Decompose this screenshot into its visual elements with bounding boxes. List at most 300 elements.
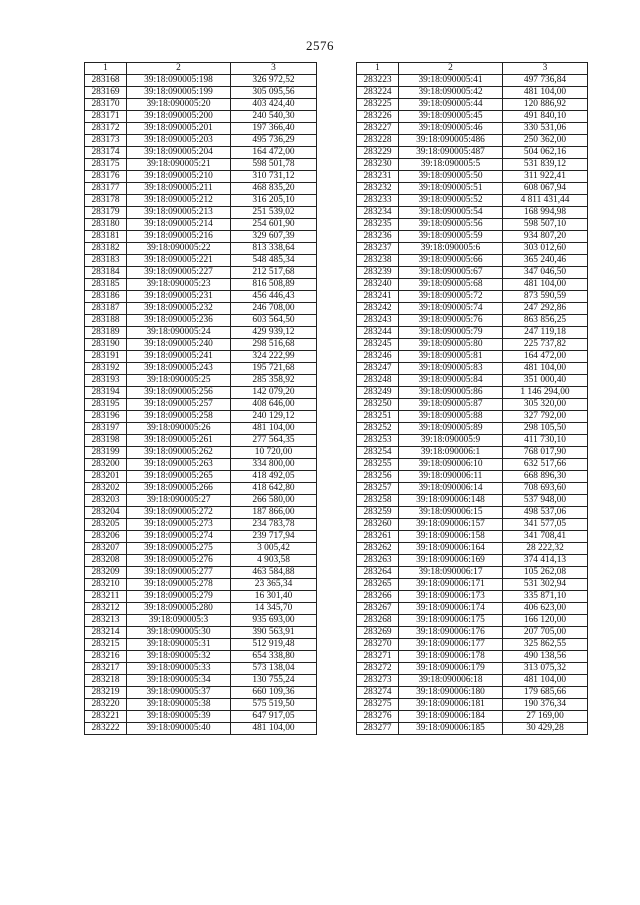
table-row	[357, 123, 588, 135]
cadastral-number-cell: 39:18:090005:50	[399, 171, 503, 183]
cadastral-number-cell: 39:18:090006:1	[399, 447, 503, 459]
cadastral-number-cell: 39:18:090005:258	[127, 411, 231, 423]
row-number-cell: 283202	[85, 483, 127, 495]
cadastral-number-cell: 39:18:090006:158	[399, 531, 503, 543]
row-number-cell: 283234	[357, 207, 399, 219]
value-cell: 247 292,86	[503, 303, 588, 315]
row-number-cell: 283205	[85, 519, 127, 531]
cadastral-number-cell: 39:18:090006:17	[399, 567, 503, 579]
table-row	[357, 171, 588, 183]
row-number-cell: 283219	[85, 687, 127, 699]
row-number-cell: 283264	[357, 567, 399, 579]
cadastral-number-cell: 39:18:090005:213	[127, 207, 231, 219]
row-number-cell: 283172	[85, 123, 127, 135]
table-row	[357, 723, 588, 735]
value-cell: 207 705,00	[503, 627, 588, 639]
table-row	[357, 243, 588, 255]
column-header-1: 1	[85, 63, 127, 75]
cadastral-number-cell: 39:18:090005:274	[127, 531, 231, 543]
table-row	[357, 99, 588, 111]
table-row	[85, 267, 317, 279]
value-cell: 873 590,59	[503, 291, 588, 303]
row-number-cell: 283239	[357, 267, 399, 279]
value-cell: 497 736,84	[503, 75, 588, 87]
cadastral-number-cell: 39:18:090005:23	[127, 279, 231, 291]
cadastral-number-cell: 39:18:090005:273	[127, 519, 231, 531]
cadastral-number-cell: 39:18:090005:72	[399, 291, 503, 303]
value-cell: 490 138,56	[503, 651, 588, 663]
row-number-cell: 283206	[85, 531, 127, 543]
column-header-3: 3	[231, 63, 317, 75]
cadastral-number-cell: 39:18:090005:41	[399, 75, 503, 87]
cadastral-number-cell: 39:18:090005:20	[127, 99, 231, 111]
table-row	[85, 639, 317, 651]
table-row	[357, 579, 588, 591]
row-number-cell: 283180	[85, 219, 127, 231]
cadastral-number-cell: 39:18:090005:68	[399, 279, 503, 291]
value-cell: 120 886,92	[503, 99, 588, 111]
cadastral-number-cell: 39:18:090005:21	[127, 159, 231, 171]
row-number-cell: 283175	[85, 159, 127, 171]
value-cell: 4 811 431,44	[503, 195, 588, 207]
value-cell: 660 109,36	[231, 687, 317, 699]
right-data-table	[356, 62, 588, 735]
row-number-cell: 283261	[357, 531, 399, 543]
value-cell: 285 358,92	[231, 375, 317, 387]
table-row	[85, 135, 317, 147]
value-cell: 504 062,16	[503, 147, 588, 159]
value-cell: 632 517,66	[503, 459, 588, 471]
row-number-cell: 283196	[85, 411, 127, 423]
row-number-cell: 283235	[357, 219, 399, 231]
row-number-cell: 283247	[357, 363, 399, 375]
cadastral-number-cell: 39:18:090005:210	[127, 171, 231, 183]
table-row	[85, 351, 317, 363]
value-cell: 212 517,68	[231, 267, 317, 279]
table-row	[357, 603, 588, 615]
table-row	[85, 375, 317, 387]
table-row	[85, 123, 317, 135]
cadastral-number-cell: 39:18:090006:177	[399, 639, 503, 651]
value-cell: 310 731,12	[231, 171, 317, 183]
row-number-cell: 283227	[357, 123, 399, 135]
value-cell: 251 539,02	[231, 207, 317, 219]
row-number-cell: 283269	[357, 627, 399, 639]
table-row	[357, 111, 588, 123]
table-header-row	[357, 63, 588, 75]
table-row	[85, 675, 317, 687]
table-row	[357, 87, 588, 99]
cadastral-number-cell: 39:18:090005:88	[399, 411, 503, 423]
table-row	[85, 567, 317, 579]
value-cell: 935 693,00	[231, 615, 317, 627]
row-number-cell: 283233	[357, 195, 399, 207]
value-cell: 573 138,04	[231, 663, 317, 675]
value-cell: 130 755,24	[231, 675, 317, 687]
table-row	[85, 111, 317, 123]
table-row	[85, 699, 317, 711]
value-cell: 481 104,00	[231, 423, 317, 435]
row-number-cell: 283240	[357, 279, 399, 291]
row-number-cell: 283198	[85, 435, 127, 447]
value-cell: 324 222,99	[231, 351, 317, 363]
table-row	[357, 327, 588, 339]
value-cell: 23 365,34	[231, 579, 317, 591]
value-cell: 329 607,39	[231, 231, 317, 243]
value-cell: 166 120,00	[503, 615, 588, 627]
table-row	[357, 375, 588, 387]
cadastral-number-cell: 39:18:090006:18	[399, 675, 503, 687]
table-row	[357, 183, 588, 195]
cadastral-number-cell: 39:18:090005:279	[127, 591, 231, 603]
cadastral-number-cell: 39:18:090005:67	[399, 267, 503, 279]
row-number-cell: 283200	[85, 459, 127, 471]
cadastral-number-cell: 39:18:090005:79	[399, 327, 503, 339]
cadastral-number-cell: 39:18:090005:38	[127, 699, 231, 711]
table-row	[85, 423, 317, 435]
table-row	[357, 315, 588, 327]
row-number-cell: 283265	[357, 579, 399, 591]
row-number-cell: 283173	[85, 135, 127, 147]
cadastral-number-cell: 39:18:090005:216	[127, 231, 231, 243]
cadastral-number-cell: 39:18:090005:3	[127, 615, 231, 627]
cadastral-number-cell: 39:18:090005:221	[127, 255, 231, 267]
table-row	[357, 483, 588, 495]
row-number-cell: 283221	[85, 711, 127, 723]
table-row	[85, 651, 317, 663]
value-cell: 374 414,13	[503, 555, 588, 567]
cadastral-number-cell: 39:18:090005:265	[127, 471, 231, 483]
table-row	[85, 615, 317, 627]
cadastral-number-cell: 39:18:090005:34	[127, 675, 231, 687]
value-cell: 481 104,00	[231, 723, 317, 735]
row-number-cell: 283215	[85, 639, 127, 651]
table-row	[357, 519, 588, 531]
row-number-cell: 283237	[357, 243, 399, 255]
table-row	[85, 183, 317, 195]
cadastral-number-cell: 39:18:090005:263	[127, 459, 231, 471]
row-number-cell: 283187	[85, 303, 127, 315]
value-cell: 305 320,00	[503, 399, 588, 411]
table-row	[85, 435, 317, 447]
value-cell: 335 871,10	[503, 591, 588, 603]
table-row	[85, 471, 317, 483]
table-row	[85, 579, 317, 591]
value-cell: 406 623,00	[503, 603, 588, 615]
row-number-cell: 283255	[357, 459, 399, 471]
cadastral-number-cell: 39:18:090005:212	[127, 195, 231, 207]
row-number-cell: 283272	[357, 663, 399, 675]
table-row	[85, 315, 317, 327]
row-number-cell: 283270	[357, 639, 399, 651]
value-cell: 197 366,40	[231, 123, 317, 135]
cadastral-number-cell: 39:18:090005:231	[127, 291, 231, 303]
row-number-cell: 283174	[85, 147, 127, 159]
table-row	[357, 159, 588, 171]
value-cell: 266 580,00	[231, 495, 317, 507]
cadastral-number-cell: 39:18:090005:76	[399, 315, 503, 327]
cadastral-number-cell: 39:18:090005:275	[127, 543, 231, 555]
column-header-2: 2	[127, 63, 231, 75]
row-number-cell: 283216	[85, 651, 127, 663]
cadastral-number-cell: 39:18:090006:178	[399, 651, 503, 663]
cadastral-number-cell: 39:18:090005:232	[127, 303, 231, 315]
row-number-cell: 283267	[357, 603, 399, 615]
row-number-cell: 283225	[357, 99, 399, 111]
cadastral-number-cell: 39:18:090005:201	[127, 123, 231, 135]
table-row	[357, 291, 588, 303]
table-row	[357, 135, 588, 147]
row-number-cell: 283250	[357, 399, 399, 411]
table-row	[85, 543, 317, 555]
table-row	[357, 507, 588, 519]
cadastral-number-cell: 39:18:090006:181	[399, 699, 503, 711]
table-row	[357, 255, 588, 267]
table-row	[85, 87, 317, 99]
cadastral-number-cell: 39:18:090005:214	[127, 219, 231, 231]
table-row	[357, 495, 588, 507]
value-cell: 598 507,10	[503, 219, 588, 231]
cadastral-number-cell: 39:18:090005:86	[399, 387, 503, 399]
value-cell: 16 301,40	[231, 591, 317, 603]
row-number-cell: 283171	[85, 111, 127, 123]
table-row	[85, 603, 317, 615]
row-number-cell: 283244	[357, 327, 399, 339]
cadastral-number-cell: 39:18:090005:40	[127, 723, 231, 735]
value-cell: 347 046,50	[503, 267, 588, 279]
cadastral-number-cell: 39:18:090006:179	[399, 663, 503, 675]
table-row	[85, 327, 317, 339]
value-cell: 654 338,80	[231, 651, 317, 663]
cadastral-number-cell: 39:18:090005:56	[399, 219, 503, 231]
value-cell: 341 577,05	[503, 519, 588, 531]
value-cell: 195 721,68	[231, 363, 317, 375]
table-row	[357, 591, 588, 603]
row-number-cell: 283185	[85, 279, 127, 291]
table-row	[85, 531, 317, 543]
table-header-row	[85, 63, 317, 75]
row-number-cell: 283170	[85, 99, 127, 111]
row-number-cell: 283199	[85, 447, 127, 459]
value-cell: 816 508,89	[231, 279, 317, 291]
table-row	[357, 639, 588, 651]
value-cell: 365 240,46	[503, 255, 588, 267]
cadastral-number-cell: 39:18:090005:46	[399, 123, 503, 135]
row-number-cell: 283253	[357, 435, 399, 447]
column-header-2: 2	[399, 63, 503, 75]
value-cell: 254 601,90	[231, 219, 317, 231]
row-number-cell: 283275	[357, 699, 399, 711]
value-cell: 481 104,00	[503, 363, 588, 375]
table-row	[357, 531, 588, 543]
value-cell: 10 720,00	[231, 447, 317, 459]
table-row	[85, 627, 317, 639]
table-row	[357, 303, 588, 315]
row-number-cell: 283218	[85, 675, 127, 687]
row-number-cell: 283191	[85, 351, 127, 363]
value-cell: 305 095,56	[231, 87, 317, 99]
value-cell: 537 948,00	[503, 495, 588, 507]
table-row	[357, 555, 588, 567]
table-row	[357, 147, 588, 159]
value-cell: 481 104,00	[503, 87, 588, 99]
value-cell: 164 472,00	[231, 147, 317, 159]
cadastral-number-cell: 39:18:090005:257	[127, 399, 231, 411]
cadastral-number-cell: 39:18:090005:89	[399, 423, 503, 435]
table-row	[357, 675, 588, 687]
table-row	[85, 459, 317, 471]
cadastral-number-cell: 39:18:090005:80	[399, 339, 503, 351]
row-number-cell: 283194	[85, 387, 127, 399]
table-row	[357, 459, 588, 471]
row-number-cell: 283201	[85, 471, 127, 483]
value-cell: 463 584,88	[231, 567, 317, 579]
value-cell: 495 736,29	[231, 135, 317, 147]
row-number-cell: 283259	[357, 507, 399, 519]
column-header-3: 3	[503, 63, 588, 75]
table-row	[357, 435, 588, 447]
cadastral-number-cell: 39:18:090005:211	[127, 183, 231, 195]
value-cell: 647 917,05	[231, 711, 317, 723]
column-header-1: 1	[357, 63, 399, 75]
value-cell: 4 903,58	[231, 555, 317, 567]
cadastral-number-cell: 39:18:090005:256	[127, 387, 231, 399]
value-cell: 303 012,60	[503, 243, 588, 255]
table-row	[357, 207, 588, 219]
table-row	[357, 447, 588, 459]
cadastral-number-cell: 39:18:090005:276	[127, 555, 231, 567]
row-number-cell: 283193	[85, 375, 127, 387]
value-cell: 813 338,64	[231, 243, 317, 255]
table-row	[85, 159, 317, 171]
cadastral-number-cell: 39:18:090005:241	[127, 351, 231, 363]
value-cell: 316 205,10	[231, 195, 317, 207]
value-cell: 863 856,25	[503, 315, 588, 327]
table-row	[357, 567, 588, 579]
table-row	[357, 339, 588, 351]
value-cell: 481 104,00	[503, 279, 588, 291]
table-row	[85, 723, 317, 735]
value-cell: 330 531,06	[503, 123, 588, 135]
cadastral-number-cell: 39:18:090005:272	[127, 507, 231, 519]
value-cell: 403 424,40	[231, 99, 317, 111]
value-cell: 225 737,82	[503, 339, 588, 351]
cadastral-number-cell: 39:18:090006:175	[399, 615, 503, 627]
row-number-cell: 283179	[85, 207, 127, 219]
cadastral-number-cell: 39:18:090005:39	[127, 711, 231, 723]
value-cell: 334 800,00	[231, 459, 317, 471]
value-cell: 326 972,52	[231, 75, 317, 87]
value-cell: 250 362,00	[503, 135, 588, 147]
cadastral-number-cell: 39:18:090005:262	[127, 447, 231, 459]
cadastral-number-cell: 39:18:090005:66	[399, 255, 503, 267]
row-number-cell: 283232	[357, 183, 399, 195]
cadastral-number-cell: 39:18:090006:185	[399, 723, 503, 735]
cadastral-number-cell: 39:18:090005:278	[127, 579, 231, 591]
table-row	[357, 543, 588, 555]
row-number-cell: 283224	[357, 87, 399, 99]
table-row	[85, 555, 317, 567]
table-row	[357, 279, 588, 291]
row-number-cell: 283208	[85, 555, 127, 567]
value-cell: 179 685,66	[503, 687, 588, 699]
table-row	[357, 627, 588, 639]
cadastral-number-cell: 39:18:090005:199	[127, 87, 231, 99]
table-row	[85, 519, 317, 531]
value-cell: 27 169,00	[503, 711, 588, 723]
row-number-cell: 283236	[357, 231, 399, 243]
row-number-cell: 283222	[85, 723, 127, 735]
value-cell: 498 537,06	[503, 507, 588, 519]
value-cell: 325 862,55	[503, 639, 588, 651]
value-cell: 708 693,60	[503, 483, 588, 495]
left-table-body	[85, 75, 317, 735]
cadastral-number-cell: 39:18:090005:84	[399, 375, 503, 387]
cadastral-number-cell: 39:18:090005:22	[127, 243, 231, 255]
table-row	[357, 399, 588, 411]
cadastral-number-cell: 39:18:090005:25	[127, 375, 231, 387]
table-row	[357, 219, 588, 231]
table-row	[85, 147, 317, 159]
row-number-cell: 283238	[357, 255, 399, 267]
value-cell: 390 563,91	[231, 627, 317, 639]
row-number-cell: 283254	[357, 447, 399, 459]
cadastral-number-cell: 39:18:090005:236	[127, 315, 231, 327]
cadastral-number-cell: 39:18:090005:227	[127, 267, 231, 279]
table-row	[85, 339, 317, 351]
table-row	[85, 219, 317, 231]
value-cell: 246 708,00	[231, 303, 317, 315]
table-row	[85, 75, 317, 87]
cadastral-number-cell: 39:18:090006:169	[399, 555, 503, 567]
value-cell: 239 717,94	[231, 531, 317, 543]
row-number-cell: 283211	[85, 591, 127, 603]
table-row	[357, 231, 588, 243]
table-row	[85, 255, 317, 267]
row-number-cell: 283242	[357, 303, 399, 315]
row-number-cell: 283186	[85, 291, 127, 303]
table-row	[357, 651, 588, 663]
cadastral-number-cell: 39:18:090005:24	[127, 327, 231, 339]
table-row	[85, 171, 317, 183]
table-row	[357, 267, 588, 279]
table-row	[85, 507, 317, 519]
row-number-cell: 283217	[85, 663, 127, 675]
value-cell: 327 792,00	[503, 411, 588, 423]
row-number-cell: 283169	[85, 87, 127, 99]
value-cell: 429 939,12	[231, 327, 317, 339]
table-row	[85, 591, 317, 603]
cadastral-number-cell: 39:18:090005:81	[399, 351, 503, 363]
value-cell: 531 302,94	[503, 579, 588, 591]
row-number-cell: 283209	[85, 567, 127, 579]
row-number-cell: 283251	[357, 411, 399, 423]
cadastral-number-cell: 39:18:090005:487	[399, 147, 503, 159]
row-number-cell: 283220	[85, 699, 127, 711]
value-cell: 298 105,50	[503, 423, 588, 435]
cadastral-number-cell: 39:18:090005:87	[399, 399, 503, 411]
cadastral-number-cell: 39:18:090006:171	[399, 579, 503, 591]
value-cell: 3 005,42	[231, 543, 317, 555]
table-row	[357, 711, 588, 723]
value-cell: 105 262,08	[503, 567, 588, 579]
row-number-cell: 283266	[357, 591, 399, 603]
row-number-cell: 283184	[85, 267, 127, 279]
table-row	[357, 195, 588, 207]
cadastral-number-cell: 39:18:090005:45	[399, 111, 503, 123]
cadastral-number-cell: 39:18:090006:184	[399, 711, 503, 723]
value-cell: 603 564,50	[231, 315, 317, 327]
